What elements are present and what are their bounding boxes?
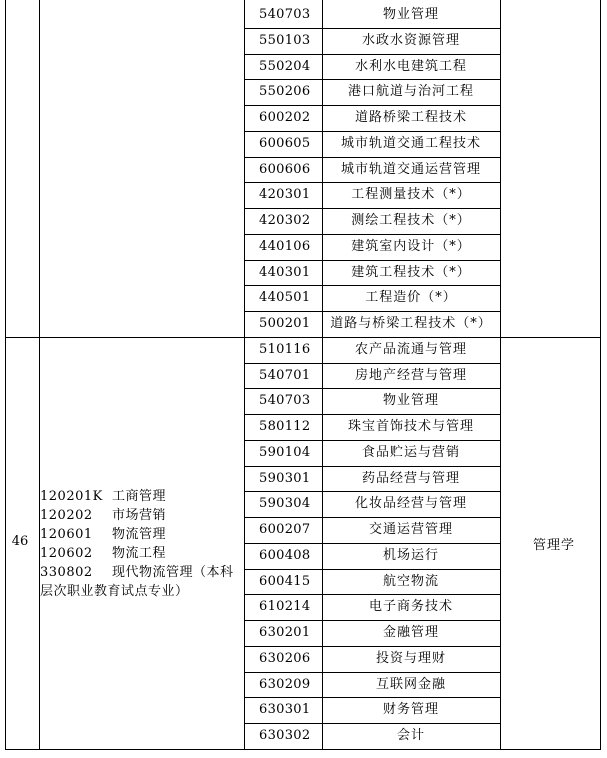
- course-name: 互联网金融: [375, 676, 446, 692]
- course-name: 物业管理: [382, 7, 439, 22]
- course-name: 城市轨道交通运营管理: [340, 161, 481, 177]
- sequence-number: 46: [11, 534, 29, 549]
- course-code: 590301: [259, 470, 311, 486]
- major-item: [40, 563, 244, 582]
- course-name: 食品贮运与营销: [361, 444, 460, 460]
- course-name: 电子商务技术: [368, 599, 453, 615]
- course-code: 440106: [259, 238, 311, 254]
- major-name: 物流工程: [112, 546, 167, 561]
- course-code: 600408: [259, 547, 311, 563]
- major-name: 现代物流管理（本科: [112, 565, 234, 580]
- major-code: 120202: [40, 508, 93, 523]
- course-name: 道路与桥梁工程技术（*）: [330, 316, 492, 331]
- course-name: 交通运营管理: [368, 522, 453, 537]
- course-code: 600606: [259, 161, 311, 177]
- table-border-left: [5, 0, 6, 749]
- course-name: 金融管理: [382, 625, 439, 640]
- table-divider-seq: [39, 0, 40, 749]
- course-name: 工程造价（*）: [365, 290, 457, 306]
- major-code: 330802: [40, 565, 93, 580]
- course-code: 600605: [259, 135, 311, 151]
- course-code: 590304: [259, 496, 311, 512]
- discipline-category: 管理学: [532, 538, 575, 553]
- major-item: [40, 506, 244, 525]
- major-name: 市场营销: [112, 508, 167, 523]
- course-name: 农产品流通与管理: [354, 341, 467, 357]
- course-code: 630206: [259, 650, 311, 666]
- course-code: 540701: [259, 367, 311, 383]
- major-code: 120602: [40, 546, 93, 561]
- course-code: 550103: [259, 32, 311, 48]
- course-code: 550206: [259, 84, 311, 100]
- course-code: 440301: [259, 264, 311, 280]
- course-code: 550204: [259, 58, 311, 74]
- course-name: 投资与理财: [375, 650, 446, 666]
- course-code: 420301: [259, 187, 311, 203]
- major-item: [40, 525, 244, 544]
- course-code: 590104: [259, 444, 311, 460]
- course-name: 机场运行: [382, 547, 439, 563]
- course-name: 水利水电建筑工程: [354, 58, 467, 74]
- major-code: 120601: [40, 527, 93, 542]
- course-code: 630201: [259, 625, 311, 640]
- course-code: 420302: [259, 213, 311, 228]
- course-code: 500201: [259, 316, 311, 331]
- major-item: [40, 487, 244, 506]
- course-name: 财务管理: [382, 702, 439, 718]
- major-note: 层次职业教育试点专业）: [40, 584, 189, 599]
- course-code: 580112: [259, 419, 311, 434]
- course-code: 600415: [259, 573, 311, 589]
- course-name: 航空物流: [382, 573, 439, 589]
- course-code: 540703: [259, 7, 311, 22]
- course-code: 600202: [259, 110, 311, 125]
- course-name: 房地产经营与管理: [354, 367, 467, 383]
- course-code: 630209: [259, 676, 311, 692]
- course-code: 600207: [259, 522, 311, 537]
- major-name: 物流管理: [112, 527, 167, 542]
- undergraduate-majors: [40, 487, 244, 601]
- major-code: 120201K: [40, 489, 103, 504]
- major-name: 工商管理: [112, 489, 167, 504]
- course-code: 510116: [259, 341, 311, 357]
- course-code: 630302: [259, 728, 311, 743]
- table-border-bottom: [5, 749, 601, 750]
- course-name: 水政水资源管理: [361, 32, 460, 48]
- course-code: 440501: [259, 290, 311, 306]
- course-name: 珠宝首饰技术与管理: [347, 419, 474, 434]
- course-name: 药品经营与管理: [361, 470, 460, 486]
- table-divider-name: [500, 0, 501, 749]
- course-name: 物业管理: [382, 393, 439, 409]
- course-name: 建筑工程技术（*）: [351, 264, 471, 280]
- course-code: 540703: [259, 393, 311, 409]
- course-code: 610214: [259, 599, 311, 615]
- course-name: 测绘工程技术（*）: [351, 213, 471, 228]
- table-border-right: [600, 0, 601, 749]
- course-name: 化妆品经营与管理: [354, 496, 467, 512]
- course-name: 城市轨道交通工程技术: [340, 135, 481, 151]
- course-name: 工程测量技术（*）: [351, 187, 471, 203]
- course-name: 道路桥梁工程技术: [354, 110, 467, 125]
- course-name: 会计: [396, 728, 425, 743]
- course-name: 建筑室内设计（*）: [351, 238, 471, 254]
- course-name: 港口航道与治河工程: [347, 84, 474, 100]
- course-code: 630301: [259, 702, 311, 718]
- major-item: [40, 544, 244, 563]
